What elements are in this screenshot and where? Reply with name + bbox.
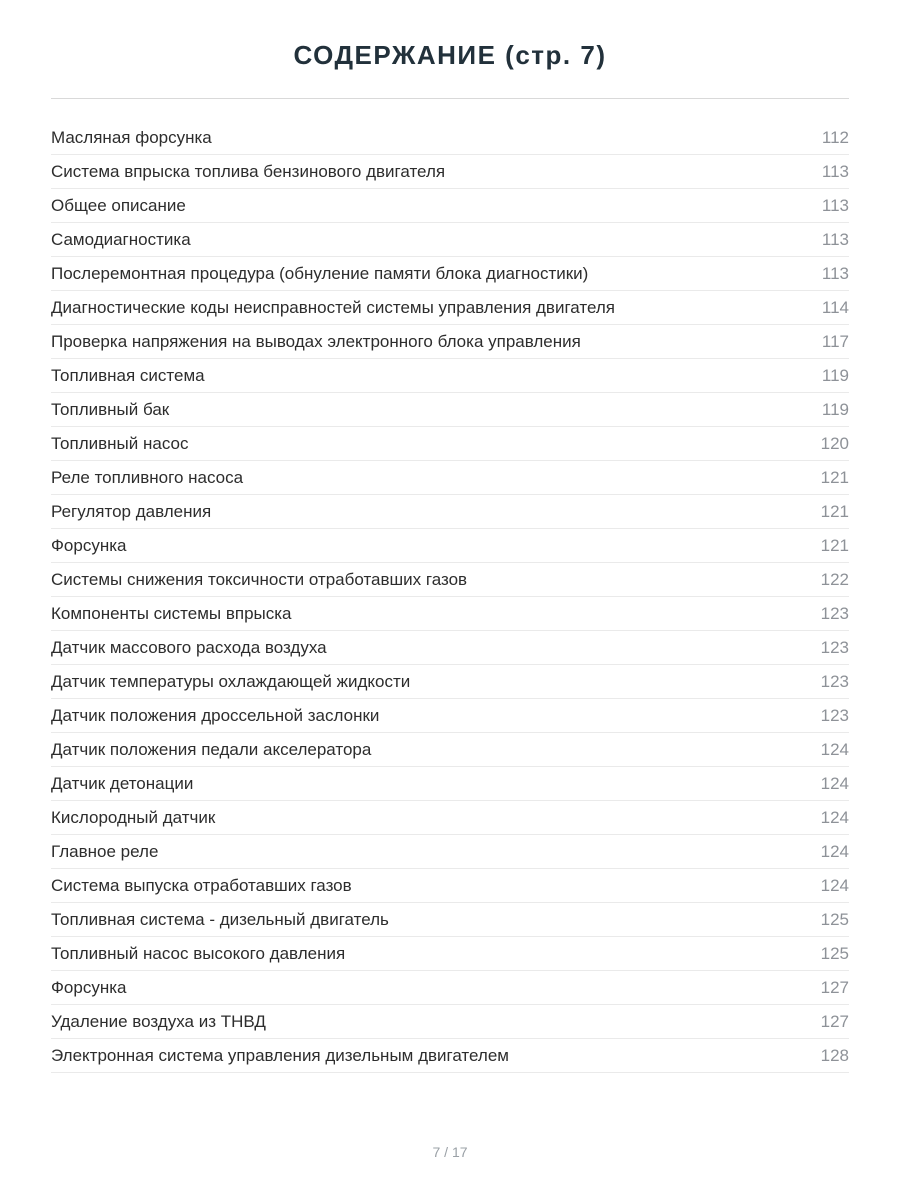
toc-entry-page: 122 (820, 569, 849, 589)
toc-entry[interactable] (51, 189, 849, 223)
toc-entry[interactable] (51, 631, 849, 665)
toc-entry[interactable] (51, 597, 849, 631)
toc-entry-page: 124 (820, 739, 849, 759)
toc-entry-label: Форсунка (51, 535, 127, 555)
toc-entry[interactable] (51, 1039, 849, 1073)
toc-entry-label: Системы снижения токсичности отработавших газов (51, 569, 468, 589)
toc-entry-page: 123 (820, 603, 849, 623)
toc-entry-label: Кислородный датчик (51, 807, 216, 827)
toc-entry[interactable] (51, 937, 849, 971)
toc-entry[interactable] (51, 155, 849, 189)
toc-entry[interactable] (51, 461, 849, 495)
toc-entry[interactable] (51, 665, 849, 699)
toc-entry[interactable] (51, 1005, 849, 1039)
page-pagination: 7 / 17 (432, 1144, 468, 1160)
toc-entry[interactable] (51, 359, 849, 393)
toc-entry[interactable] (51, 495, 849, 529)
toc-entry-page: 127 (820, 1011, 849, 1031)
title-divider (51, 98, 849, 99)
toc-entry-page: 124 (820, 841, 849, 861)
toc-entry-label: Проверка напряжения на выводах электронного блока управления (51, 331, 581, 351)
toc-entry-label: Регулятор давления (51, 501, 212, 521)
toc-entry-label: Топливный насос высокого давления (51, 943, 346, 963)
toc-entry[interactable] (51, 733, 849, 767)
toc-entry-page: 121 (820, 535, 849, 555)
toc-entry-page: 113 (821, 161, 849, 181)
toc-entry[interactable] (51, 801, 849, 835)
toc-entry-label: Система впрыска топлива бензинового двигателя (51, 161, 446, 181)
toc-entry-label: Форсунка (51, 977, 127, 997)
toc-entry-page: 124 (820, 875, 849, 895)
toc-entry-label: Датчик положения дроссельной заслонки (51, 705, 380, 725)
toc-entry[interactable] (51, 529, 849, 563)
toc-entry[interactable] (51, 325, 849, 359)
toc-entry-label: Электронная система управления дизельным двигателем (51, 1045, 509, 1065)
toc-entry-label: Диагностические коды неисправностей системы управления двигателя (51, 297, 615, 317)
toc-entry-label: Самодиагностика (51, 229, 191, 249)
toc-entry-label: Реле топливного насоса (51, 467, 244, 487)
toc-entry[interactable] (51, 121, 849, 155)
toc-entry-page: 123 (820, 705, 849, 725)
toc-entry[interactable] (51, 971, 849, 1005)
toc-entry-label: Топливная система (51, 365, 205, 385)
page-title: СОДЕРЖАНИЕ (стр. 7) (293, 40, 607, 70)
toc-entry-page: 113 (821, 263, 849, 283)
toc-entry-page: 123 (820, 637, 849, 657)
toc-entry[interactable] (51, 835, 849, 869)
toc-entry[interactable] (51, 903, 849, 937)
toc-entry-page: 120 (820, 433, 849, 453)
toc-entry-page: 113 (821, 229, 849, 249)
toc-entry-label: Топливная система - дизельный двигатель (51, 909, 389, 929)
toc-entry-label: Главное реле (51, 841, 159, 861)
toc-entry[interactable] (51, 767, 849, 801)
toc-entry-page: 127 (820, 977, 849, 997)
toc-entry-label: Послеремонтная процедура (обнуление памяти блока диагностики) (51, 263, 589, 283)
toc-entry[interactable] (51, 427, 849, 461)
toc-entry-page: 125 (820, 909, 849, 929)
toc-entry[interactable] (51, 699, 849, 733)
toc-entry-label: Датчик детонации (51, 773, 194, 793)
toc-entry-label: Датчик массового расхода воздуха (51, 637, 327, 657)
toc-entry[interactable] (51, 257, 849, 291)
toc-entry[interactable] (51, 291, 849, 325)
toc-entry-label: Масляная форсунка (51, 127, 212, 147)
toc-entry-page: 112 (821, 127, 849, 147)
toc-entry-page: 125 (820, 943, 849, 963)
toc-entry-page: 114 (821, 297, 849, 317)
toc-entry-page: 124 (820, 807, 849, 827)
toc-entry-page: 113 (821, 195, 849, 215)
toc-entry-label: Топливный насос (51, 433, 189, 453)
toc-entry-page: 117 (821, 331, 849, 351)
toc-entry-label: Система выпуска отработавших газов (51, 875, 352, 895)
toc-entry-page: 128 (820, 1045, 849, 1065)
toc-entry-page: 123 (820, 671, 849, 691)
toc-entry-label: Удаление воздуха из ТНВД (51, 1011, 266, 1031)
toc-entry-page: 119 (821, 365, 849, 385)
toc-list (51, 121, 849, 1073)
toc-entry[interactable] (51, 563, 849, 597)
toc-entry-page: 121 (820, 501, 849, 521)
toc-entry[interactable] (51, 869, 849, 903)
toc-entry-label: Общее описание (51, 195, 186, 215)
toc-entry[interactable] (51, 223, 849, 257)
toc-entry-page: 119 (821, 399, 849, 419)
toc-entry-label: Топливный бак (51, 399, 170, 419)
toc-entry-page: 124 (820, 773, 849, 793)
toc-entry-page: 121 (820, 467, 849, 487)
toc-entry[interactable] (51, 393, 849, 427)
toc-entry-label: Датчик положения педали акселератора (51, 739, 372, 759)
toc-entry-label: Датчик температуры охлаждающей жидкости (51, 671, 411, 691)
toc-entry-label: Компоненты системы впрыска (51, 603, 292, 623)
